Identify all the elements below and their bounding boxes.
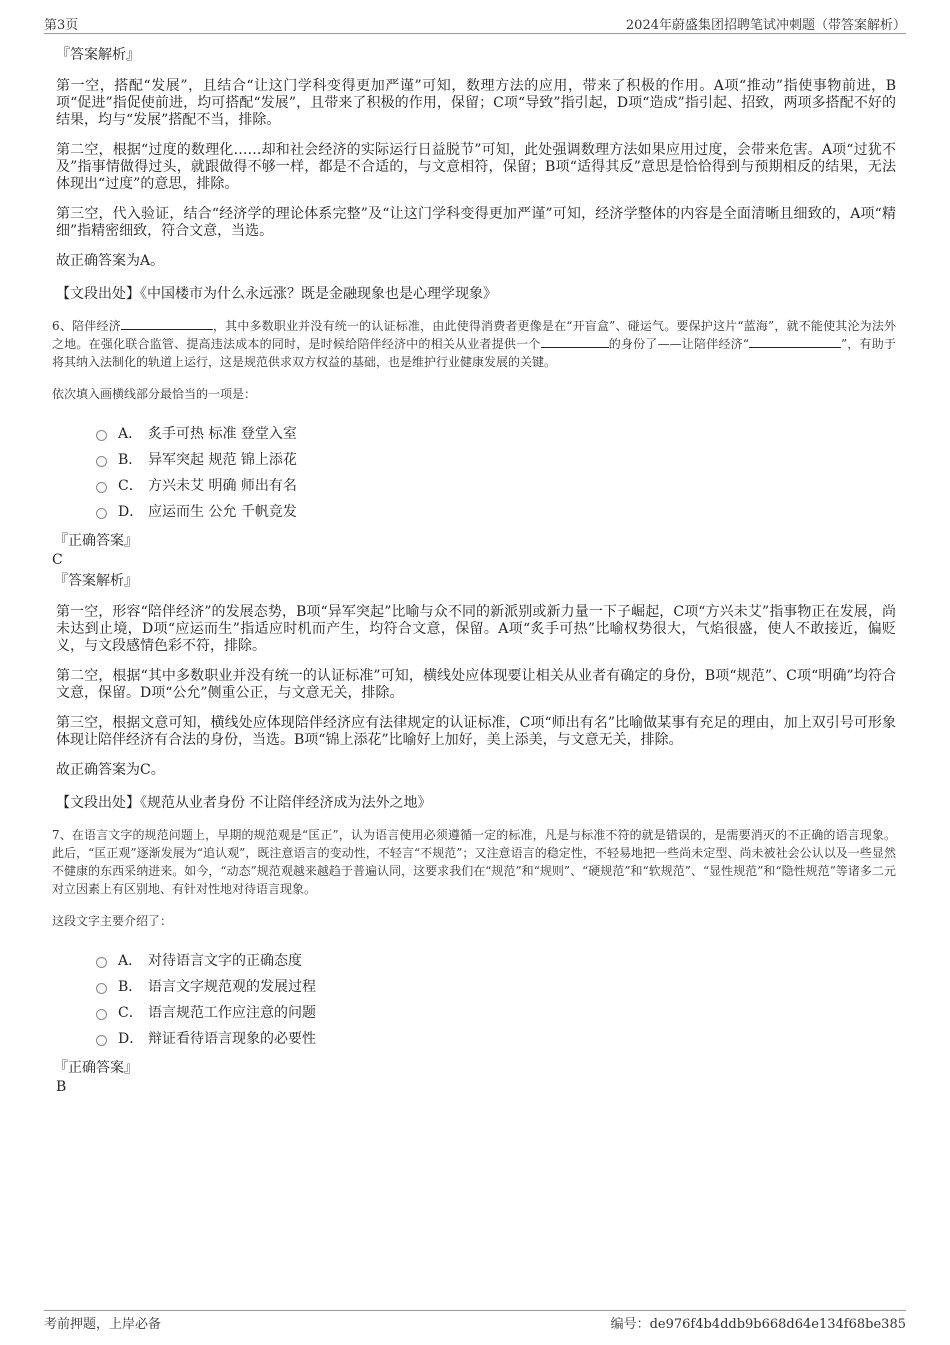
- document-title: 2024年蔚盛集团招聘笔试冲刺题（带答案解析）: [625, 18, 906, 33]
- radio-icon[interactable]: [96, 957, 107, 968]
- fill-blank-3: [749, 335, 841, 348]
- radio-icon[interactable]: [96, 456, 107, 467]
- conclusion-paragraph: 故正确答案为C。: [56, 762, 165, 778]
- option-a[interactable]: A． 炙手可热 标准 登堂入室: [96, 420, 896, 446]
- page-number: 第3页: [44, 18, 79, 33]
- question-7-stem: 7、在语言文字的规范问题上，早期的规范观是“匡正”，认为语言使用必须遵循一定的标准，凡是与标准不符的就是错误的，是需要消灭的不正确的语言现象。此后，“匡正观”逐渐发展为“追认观”，既注意语言的变动性，不轻言“不规范”；又注意语言的稳定性，不轻易地把一些尚未定型、尚未被社会公认以及一些显然不健康的东西采纳进来。如今，“动态”规范观越来越趋于普遍认同，这要求我们在“规范”和“规则”、“硬规范”和“软规范”、“显性规范”和“隐性规范”等诸多二元对立因素上有区别地、有针对性地对待语言现象。: [52, 828, 896, 896]
- analysis-label: 『答案解析』: [56, 47, 140, 63]
- radio-icon[interactable]: [96, 1009, 107, 1020]
- radio-icon[interactable]: [96, 508, 107, 519]
- source-citation: 【文段出处】《中国楼市为什么永远涨？既是金融现象也是心理学现象》: [56, 286, 497, 302]
- question-number: 6、: [52, 319, 73, 333]
- fill-blank-2: [541, 335, 609, 348]
- analysis-label: 『答案解析』: [54, 573, 138, 589]
- analysis-paragraph: 第一空，形容“陪伴经济”的发展态势，B项“异军突起”比喻与众不同的新派别或新力量一下子崛起，C项“方兴未艾”指事物正在发展，尚未达到止境，D项“应运而生”指适应时机而产生，均符合文意，保留。A项“炙手可热”比喻权势很大，气焰很盛，使人不敢接近，偏贬义，与文段感情色彩不符，排除。: [56, 604, 896, 654]
- radio-icon[interactable]: [96, 482, 107, 493]
- analysis-paragraph: 第二空，根据“其中多数职业并没有统一的认证标准”可知，横线处应体现要让相关从业者有确定的身份，B项“规范”、C项“明确”均符合文意，保留。D项“公允”侧重公正，与文意无关，排除。: [56, 668, 896, 701]
- analysis-paragraph: 第二空，根据“过度的数理化……却和社会经济的实际运行日益脱节”可知，此处强调数理方法如果应用过度，会带来危害。A项“过犹不及”指事情做得过头，就跟做得不够一样，都是不合适的，与文意相符，保留；B项“适得其反”意思是恰恰得到与预期相反的结果，无法体现出“过度”的意思，排除。: [56, 142, 896, 192]
- document-body: [52, 44, 897, 1097]
- correct-answer: C: [52, 552, 63, 568]
- radio-icon[interactable]: [96, 430, 107, 441]
- source-citation: 【文段出处】《规范从业者身份 不让陪伴经济成为法外之地》: [56, 795, 432, 811]
- page-header: [44, 13, 906, 34]
- correct-answer-label: 『正确答案』: [54, 533, 138, 549]
- option-c[interactable]: C． 方兴未艾 明确 师出有名: [96, 472, 896, 498]
- radio-icon[interactable]: [96, 983, 107, 994]
- footer-slogan: 考前押题，上岸必备: [44, 1317, 162, 1332]
- radio-icon[interactable]: [96, 1035, 107, 1046]
- option-a[interactable]: A． 对待语言文字的正确态度: [96, 947, 896, 973]
- question-6-stem: 6、陪伴经济 ，其中多数职业并没有统一的认证标准，由此使得消费者更像是在“开盲盒”、碰运气。要保护这片“蓝海”，就不能使其沦为法外之地。在强化联合监管、提高违法成本的同时，是时候给陪伴经济中的相关从业者提供一个 的身份了——让陪伴经济“ ”，有助于将其纳入法制化的轨道上运行，这是规范供求双方权益的基础，也是维护行业健康发展的关键。: [52, 319, 897, 369]
- page-footer: [44, 1310, 906, 1333]
- option-b[interactable]: B． 异军突起 规范 锦上添花: [96, 446, 896, 472]
- correct-answer: B: [56, 1079, 67, 1095]
- option-b[interactable]: B． 语言文字规范观的发展过程: [96, 973, 896, 999]
- option-c[interactable]: C． 语言规范工作应注意的问题: [96, 999, 896, 1025]
- analysis-paragraph: 第一空，搭配“发展”，且结合“让这门学科变得更加严谨”可知，数理方法的应用，带来了积极的作用。A项“推动”指使事物前进，B项“促进”指促使前进，均可搭配“发展”，且带来了积极的作用，保留；C项“导致”指引起，D项“造成”指引起、招致，两项多搭配不好的结果，均与“发展”搭配不当，排除。: [56, 78, 896, 128]
- analysis-paragraph: 第三空，代入验证，结合“经济学的理论体系完整”及“让这门学科变得更加严谨”可知，经济学整体的内容是全面清晰且细致的，A项“精细”指精密细致，符合文意，当选。: [56, 206, 896, 239]
- question-6-options: [96, 420, 896, 524]
- question-7-options: [96, 947, 896, 1051]
- option-d[interactable]: D． 应运而生 公允 千帆竞发: [96, 498, 896, 524]
- option-d[interactable]: D． 辩证看待语言现象的必要性: [96, 1025, 896, 1051]
- document-id: 编号：de976f4b4ddb9b668d64e134f68be385: [610, 1317, 906, 1332]
- fill-blank-1: [121, 317, 213, 330]
- question-prompt: 这段文字主要介绍了：: [52, 914, 173, 928]
- correct-answer-label: 『正确答案』: [54, 1060, 138, 1076]
- question-prompt: 依次填入画横线部分最恰当的一项是：: [52, 387, 257, 401]
- analysis-paragraph: 第三空，根据文意可知，横线处应体现陪伴经济应有法律规定的认证标准，C项“师出有名”比喻做某事有充足的理由，加上双引号可形象体现让陪伴经济有合法的身份，当选。B项“锦上添花”比喻好上加好，美上添美，与文意无关，排除。: [56, 715, 896, 748]
- conclusion-paragraph: 故正确答案为A。: [56, 253, 165, 269]
